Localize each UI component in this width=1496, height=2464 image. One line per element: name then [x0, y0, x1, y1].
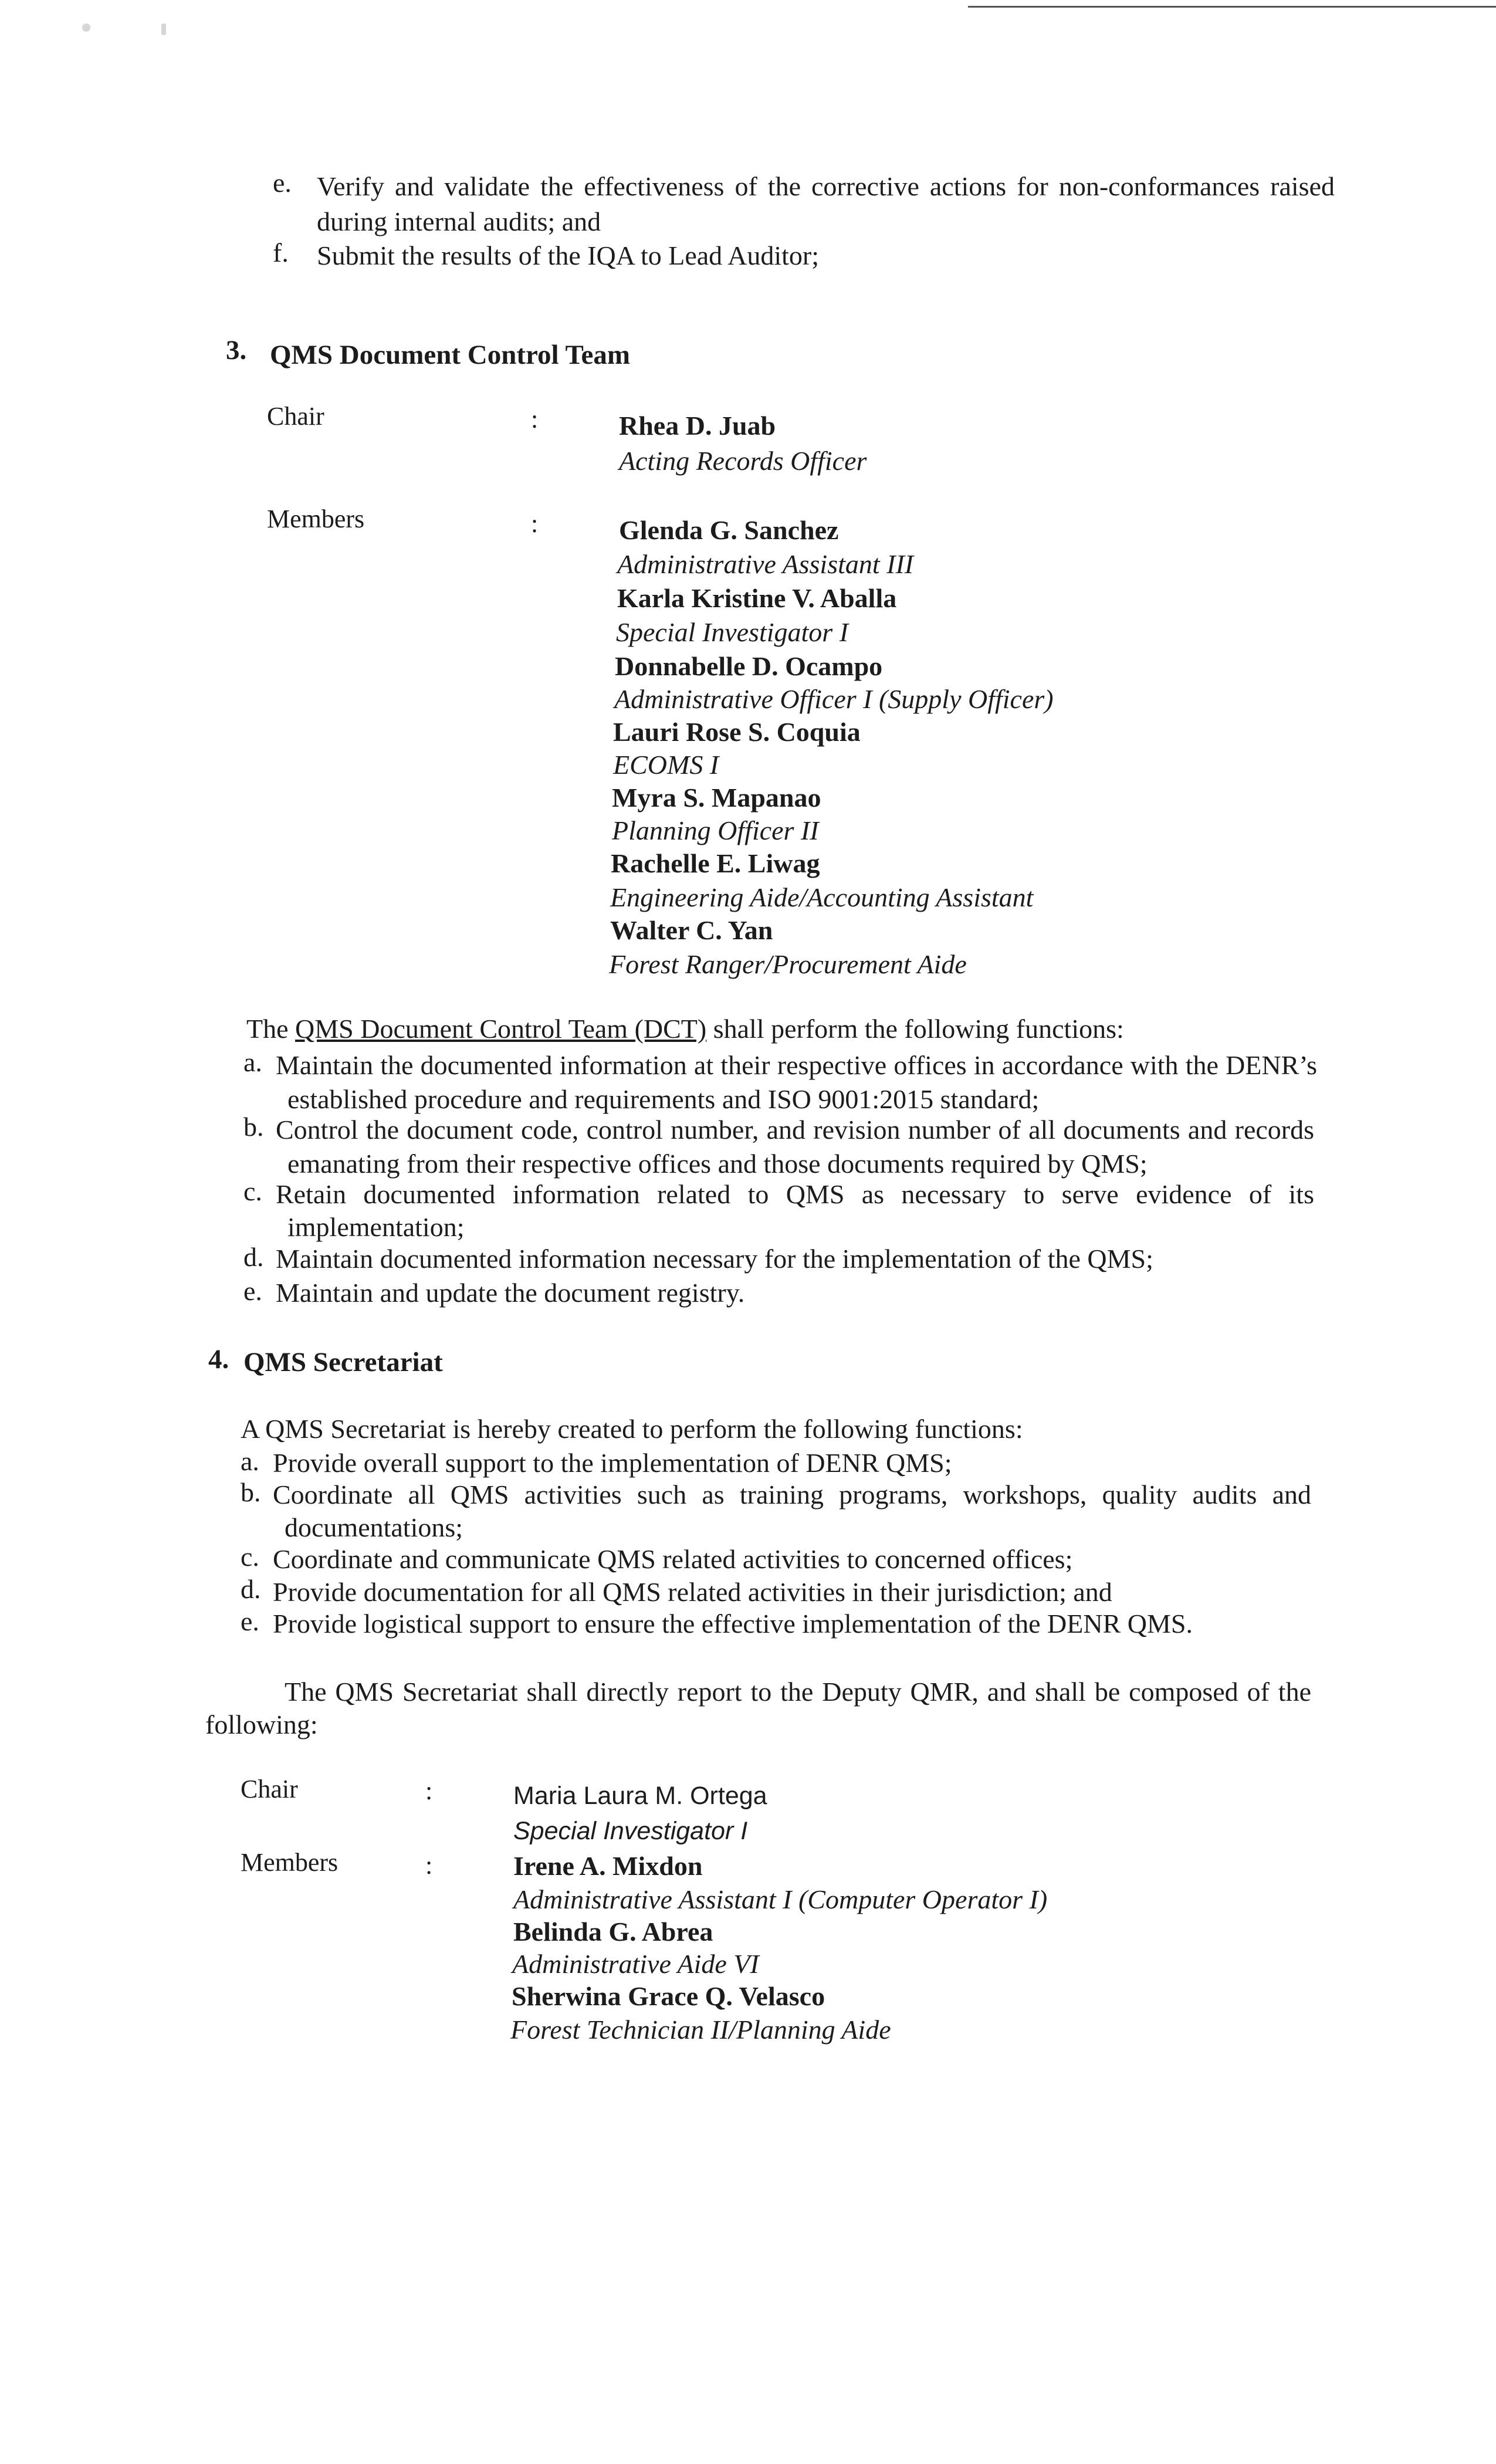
colon: : [531, 405, 539, 434]
list-marker: c. [241, 1542, 259, 1572]
member-name: Irene A. Mixdon [513, 1851, 703, 1881]
list-marker: b. [243, 1112, 264, 1142]
list-item-line: Coordinate all QMS activities such as training programs, workshops, quality audits and [273, 1480, 1311, 1509]
chair-name: Rhea D. Juab [619, 411, 776, 441]
member-position: Special Investigator I [616, 617, 849, 647]
section-number: 3. [226, 335, 247, 365]
member-position: ECOMS I [613, 750, 719, 780]
member-position: Administrative Assistant III [617, 549, 914, 579]
secretariat-intro: A QMS Secretariat is hereby created to perform the following functions: [241, 1414, 1023, 1444]
list-marker: d. [243, 1242, 264, 1272]
colon: : [531, 509, 539, 538]
list-marker: b. [241, 1477, 261, 1507]
list-item-line: Provide documentation for all QMS related activities in their jurisdiction; and [273, 1577, 1112, 1607]
colon: : [425, 1776, 433, 1805]
list-item-line: Maintain the documented information at their respective offices in accordance with the DENR’s [276, 1050, 1317, 1080]
list-marker: e. [243, 1276, 262, 1306]
list-item-line: Provide overall support to the implementation of DENR QMS; [273, 1448, 952, 1478]
section-title: QMS Document Control Team [270, 340, 631, 370]
member-name: Glenda G. Sanchez [619, 515, 839, 545]
list-item-line: implementation; [287, 1212, 465, 1242]
member-position: Administrative Aide VI [512, 1949, 759, 1979]
member-position: Planning Officer II [612, 815, 819, 845]
list-item-line: Provide logistical support to ensure the effective implementation of the DENR QMS. [273, 1609, 1193, 1639]
dct-intro [246, 1014, 1124, 1044]
report-paragraph-line: following: [205, 1710, 318, 1739]
list-item-line: documentations; [285, 1512, 463, 1542]
member-name: Rachelle E. Liwag [611, 848, 820, 878]
list-item-line: Retain documented information related to QMS as necessary to serve evidence of its [276, 1179, 1314, 1209]
chair-name: Maria Laura M. Ortega [513, 1782, 767, 1810]
scan-top-edge-line [968, 6, 1496, 8]
section-number: 4. [208, 1344, 229, 1375]
list-item-line: Maintain documented information necessary for the implementation of the QMS; [276, 1244, 1153, 1274]
list-item-line: during internal audits; and [317, 207, 601, 236]
list-item-line: emanating from their respective offices and those documents required by QMS; [287, 1149, 1148, 1179]
list-item-line: Maintain and update the document registry. [276, 1278, 745, 1308]
member-name: Myra S. Mapanao [612, 783, 821, 813]
list-item-line: Verify and validate the effectiveness of the corrective actions for non-conformances raised [317, 171, 1335, 201]
list-marker: a. [243, 1047, 262, 1077]
section-title: QMS Secretariat [243, 1347, 443, 1377]
list-item-line: Control the document code, control number, and revision number of all documents and records [276, 1115, 1314, 1145]
list-marker: e. [241, 1606, 259, 1636]
list-item-line: established procedure and requirements and ISO 9001:2015 standard; [287, 1084, 1040, 1114]
member-name: Donnabelle D. Ocampo [615, 651, 883, 681]
list-marker: d. [241, 1574, 261, 1604]
members-label: Members [241, 1848, 339, 1877]
member-position: Forest Technician II/Planning Aide [510, 2015, 891, 2045]
list-marker: a. [241, 1446, 259, 1476]
member-name: Belinda G. Abrea [513, 1917, 713, 1947]
member-position: Administrative Assistant I (Computer Operator I) [513, 1884, 1048, 1914]
chair-label: Chair [241, 1775, 298, 1803]
chair-position: Special Investigator I [513, 1817, 748, 1845]
report-paragraph-line: The QMS Secretariat shall directly report to the Deputy QMR, and shall be composed of the [285, 1677, 1311, 1707]
members-label: Members [267, 505, 365, 533]
member-position: Administrative Officer I (Supply Officer) [614, 684, 1054, 714]
list-item-line: Submit the results of the IQA to Lead Auditor; [317, 241, 820, 270]
chair-label: Chair [267, 402, 324, 431]
list-marker: c. [243, 1176, 262, 1206]
list-marker: e. [273, 168, 292, 198]
list-item-line: Coordinate and communicate QMS related activities to concerned offices; [273, 1544, 1073, 1574]
dct-intro-term: QMS Document Control Team (DCT) [295, 1014, 707, 1044]
member-position: Forest Ranger/Procurement Aide [609, 949, 967, 979]
colon: : [425, 1851, 433, 1880]
member-position: Engineering Aide/Accounting Assistant [610, 882, 1034, 912]
scan-speck [161, 23, 166, 35]
member-name: Walter C. Yan [610, 915, 773, 945]
dct-intro-suffix: shall perform the following functions: [706, 1014, 1124, 1044]
dct-intro-prefix: The [246, 1014, 296, 1044]
list-marker: f. [273, 238, 289, 268]
member-name: Sherwina Grace Q. Velasco [512, 1981, 825, 2011]
chair-position: Acting Records Officer [619, 446, 867, 476]
member-name: Lauri Rose S. Coquia [613, 717, 861, 747]
scan-speck [82, 23, 90, 32]
member-name: Karla Kristine V. Aballa [617, 583, 897, 613]
